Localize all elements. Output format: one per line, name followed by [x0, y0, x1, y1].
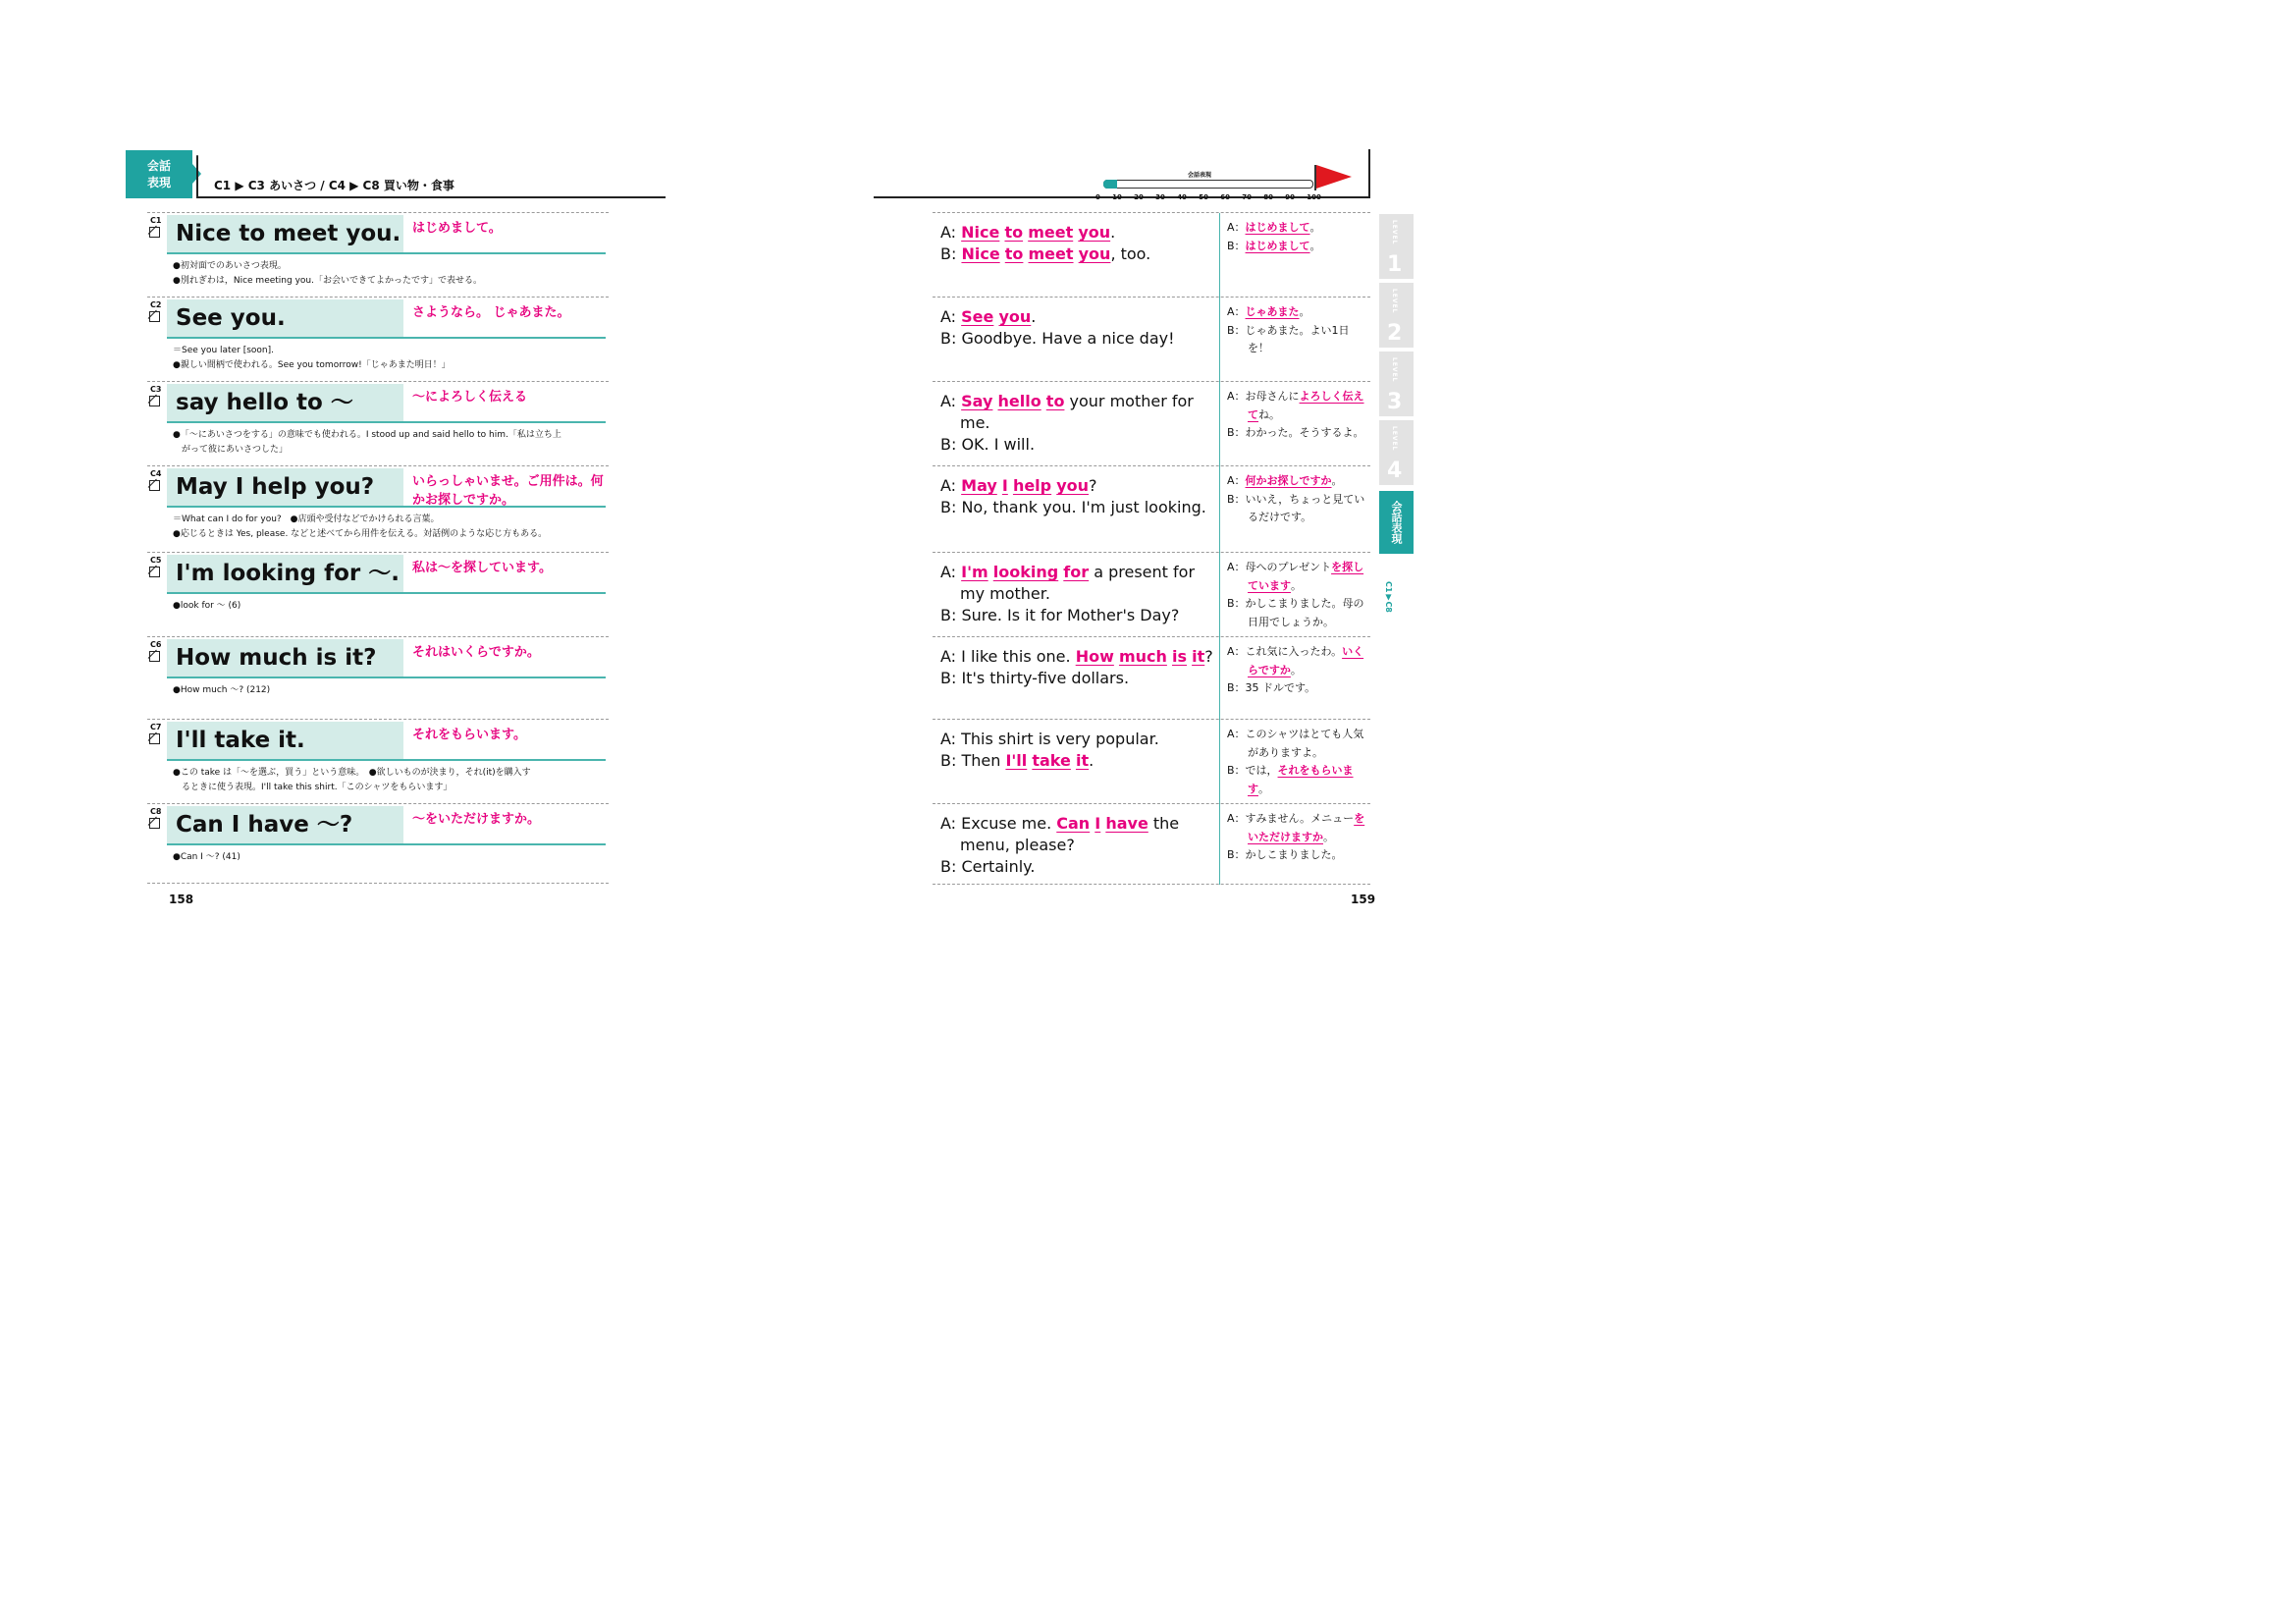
entry-english: How much is it? [167, 639, 403, 677]
header-bracket-left [196, 155, 198, 198]
entry-code: C7 [150, 723, 162, 731]
entry-note-line: ●look for ～ (6) [173, 601, 241, 611]
dialog-highlight: is [1171, 647, 1187, 666]
entry-code: C5 [150, 556, 162, 565]
dialog-row [933, 297, 1370, 380]
progress-track [1103, 180, 1313, 189]
dialog-text: A： [1227, 474, 1246, 487]
entry-notes [173, 513, 610, 542]
entry-notes [173, 259, 610, 289]
page-number-right: 159 [1351, 893, 1376, 906]
entry-note-line: ●「～にあいさつをする」の意味でも使われる。I stood up and said hello to him.「私は立ち上 [173, 430, 561, 440]
dialog-text: A：これ気に入ったわ。 [1227, 645, 1343, 658]
dialog-japanese [1227, 559, 1370, 631]
progress-tick-label: 60 [1220, 193, 1230, 201]
dialog-row [933, 636, 1370, 720]
entry-japanese: さようなら。 じゃあまた。 [412, 305, 570, 320]
progress-tick-label: 80 [1263, 193, 1273, 201]
dialog-highlight: help [1012, 476, 1052, 495]
entry-underline [167, 677, 606, 678]
dialog-text: B：では， [1227, 764, 1278, 777]
entry-notes [173, 683, 610, 698]
dialog-line [940, 668, 1217, 689]
progress-title: 会話表現 [1188, 172, 1212, 179]
entry-english: May I help you? [167, 468, 403, 506]
dialog-highlight: take [1032, 751, 1071, 770]
dialog-text: B：いいえ，ちょっと見ているだけです。 [1227, 492, 1365, 523]
dialog-row [933, 719, 1370, 802]
dialog-text: a present for my mother. [960, 563, 1196, 603]
dialog-line [1227, 388, 1370, 424]
dialog-text: B: Certainly. [940, 857, 1036, 876]
dialog-english [940, 222, 1217, 265]
dialog-line [1227, 846, 1370, 865]
dialog-highlight: Say [961, 392, 993, 410]
phrase-entry [147, 719, 609, 804]
progress-tick-label: 10 [1112, 193, 1122, 201]
dialog-highlight: you [1078, 223, 1111, 242]
dialog-text: 。 [1291, 578, 1302, 592]
progress-tick-label: 20 [1134, 193, 1144, 201]
dialog-text: A: [940, 223, 962, 242]
dialog-line [1227, 726, 1370, 762]
dialog-highlight: meet [1028, 244, 1074, 263]
entry-underline [167, 592, 606, 594]
dialog-line [940, 856, 1217, 878]
progress-tick-label: 50 [1199, 193, 1208, 201]
side-tab-label: LEVEL [1391, 426, 1398, 452]
entry-underline [167, 337, 606, 339]
column-divider [1219, 213, 1220, 885]
dialog-text: A：すみません。メニュー [1227, 812, 1355, 825]
progress-tick-label: 0 [1095, 193, 1100, 201]
progress-tick-label: 30 [1155, 193, 1165, 201]
dialog-row [933, 381, 1370, 464]
dialog-text: 。 [1299, 305, 1310, 318]
dialog-highlight: I'll [1005, 751, 1028, 770]
dialog-english [940, 646, 1217, 689]
dialog-line [1227, 559, 1370, 595]
dialog-text: A: [940, 392, 962, 410]
phrase-entry [147, 212, 609, 298]
entry-code: C2 [150, 300, 162, 309]
entry-english: Can I have ～? [167, 806, 403, 843]
dialog-text: B： [1227, 239, 1246, 252]
dialog-line [1227, 595, 1370, 631]
dialog-highlight: I [1095, 814, 1101, 833]
dialog-text: . [1031, 307, 1037, 326]
dialog-highlight: to [1004, 244, 1024, 263]
dialog-text: A：母へのプレゼント [1227, 561, 1332, 573]
dialog-text: A：このシャツはとても人気がありますよ。 [1227, 728, 1364, 759]
dialog-text: ? [1204, 647, 1213, 666]
dialog-line [1227, 491, 1370, 527]
side-tab-level[interactable] [1379, 283, 1414, 348]
side-tab-number: 3 [1387, 390, 1403, 414]
section-tag-line: 会話 [146, 158, 171, 173]
entry-japanese: いらっしゃいませ。ご用件は。何かお探しですか。 [412, 474, 604, 508]
dialog-text: A：お母さんに [1227, 390, 1300, 403]
dialog-highlight: you [998, 307, 1032, 326]
dialog-line [940, 475, 1217, 497]
dialog-row [933, 212, 1370, 296]
phrase-entry [147, 465, 609, 551]
dialog-text: B：35 ドルです。 [1227, 681, 1316, 694]
checkbox-icon[interactable] [149, 733, 160, 744]
side-tab-number: 2 [1387, 321, 1403, 346]
dialog-row [933, 803, 1370, 887]
entry-japanese: それはいくらですか。 [412, 645, 540, 660]
checkbox-icon[interactable] [149, 480, 160, 491]
dialog-text: A: [940, 307, 962, 326]
dialog-highlight: はじめまして [1245, 221, 1310, 234]
dialog-text: A: I like this one. [940, 647, 1076, 666]
dialog-line [1227, 679, 1370, 698]
phrase-entry [147, 552, 609, 637]
dialog-text: B: Sure. Is it for Mother's Day? [940, 606, 1180, 624]
dialog-english [940, 729, 1217, 772]
checkbox-icon[interactable] [149, 311, 160, 322]
dialog-line [940, 605, 1217, 626]
dialog-highlight: I'm [961, 563, 988, 581]
header-rule-left [196, 196, 666, 198]
entry-note-line: ●Can I ～? (41) [173, 852, 240, 862]
dialog-text: . [1089, 751, 1095, 770]
dialog-japanese [1227, 472, 1370, 527]
dialog-line [1227, 643, 1370, 679]
dialog-japanese [1227, 726, 1370, 798]
dialog-line [940, 306, 1217, 328]
dialog-highlight: to [1004, 223, 1024, 242]
phrase-entry [147, 381, 609, 466]
dialog-line [940, 222, 1217, 244]
entry-underline [167, 759, 606, 761]
dialog-highlight: May [961, 476, 997, 495]
dialog-line [940, 813, 1217, 856]
dialog-text: , too. [1110, 244, 1151, 263]
dialog-line [1227, 303, 1370, 322]
entry-notes [173, 344, 610, 373]
page-number-left: 158 [169, 893, 194, 906]
dialog-highlight: looking [992, 563, 1059, 581]
dialog-highlight: it [1192, 647, 1205, 666]
entry-note-line: ●親しい間柄で使われる。See you tomorrow!「じゃあまた明日！」 [173, 360, 451, 370]
dialog-highlight: meet [1028, 223, 1074, 242]
entry-code: C8 [150, 807, 162, 816]
goal-flag-icon [1316, 165, 1352, 189]
dialog-line [1227, 322, 1370, 358]
progress-ticks [1095, 193, 1321, 201]
entry-notes [173, 428, 610, 458]
entry-notes [173, 850, 610, 865]
entry-note-line: ●How much ～? (212) [173, 685, 271, 695]
side-tab-label: LEVEL [1391, 220, 1398, 245]
dialog-line [940, 750, 1217, 772]
phrase-entry [147, 803, 609, 889]
dialog-text: . [1110, 223, 1116, 242]
dialog-highlight: have [1105, 814, 1148, 833]
side-tab-active[interactable]: 会話表現 [1379, 491, 1414, 554]
dialog-text: 。 [1331, 474, 1343, 487]
entry-notes [173, 599, 610, 614]
side-tab-level[interactable] [1379, 352, 1414, 416]
dialog-text: B: OK. I will. [940, 435, 1036, 454]
dialog-highlight: you [1056, 476, 1090, 495]
bottom-rule-left [147, 883, 609, 884]
header-bracket-right [1368, 149, 1370, 198]
dialog-english [940, 391, 1217, 456]
dialog-text: 。 [1258, 782, 1269, 795]
entry-english: I'll take it. [167, 722, 403, 759]
dialog-text: B：わかった。そうするよ。 [1227, 426, 1364, 439]
dialog-highlight: for [1063, 563, 1090, 581]
dialog-row [933, 552, 1370, 635]
dialog-line [940, 729, 1217, 750]
checkbox-icon[interactable] [149, 651, 160, 662]
dialog-highlight: をいただけますか [1248, 812, 1365, 843]
side-range-label: C1▼C8 [1384, 581, 1393, 613]
dialog-english [940, 306, 1217, 350]
entry-japanese: ～によろしく伝える [412, 390, 528, 405]
entry-code: C4 [150, 469, 162, 478]
dialog-highlight: いくらですか [1248, 645, 1364, 677]
entry-japanese: ～をいただけますか。 [412, 812, 541, 827]
dialog-text: ね。 [1258, 407, 1280, 421]
phrase-entry [147, 636, 609, 722]
progress-tick-label: 90 [1285, 193, 1296, 201]
dialog-japanese [1227, 219, 1370, 255]
dialog-highlight: それをもらいます [1248, 764, 1354, 795]
dialog-line [940, 497, 1217, 518]
dialog-text: B: No, thank you. I'm just looking. [940, 498, 1206, 516]
entry-note-line: ●応じるときは Yes, please. などと述べてから用件を伝える。対話例のような応じ方もある。 [173, 529, 548, 539]
dialog-text: 。 [1309, 239, 1321, 252]
dialog-highlight: much [1118, 647, 1167, 666]
phrase-entry [147, 297, 609, 382]
dialog-text: your mother for me. [960, 392, 1194, 432]
side-tab-number: 4 [1387, 459, 1403, 483]
dialog-highlight: hello [997, 392, 1041, 410]
dialog-japanese [1227, 643, 1370, 698]
entry-note-line: ●初対面でのあいさつ表現。 [173, 261, 287, 271]
entry-english: See you. [167, 299, 403, 337]
dialog-highlight: よろしく伝えて [1248, 390, 1364, 421]
dialog-line [1227, 424, 1370, 443]
dialog-text: B: Then [940, 751, 1006, 770]
dialog-text: B：かしこまりました。 [1227, 848, 1343, 861]
side-tab-label: LEVEL [1391, 357, 1398, 383]
progress-fill [1103, 180, 1117, 189]
dialog-line [940, 391, 1217, 434]
entry-note-line: がって彼にあいさつした」 [173, 445, 289, 455]
breadcrumb: C1 ▶ C3 あいさつ / C4 ▶ C8 買い物・食事 [214, 179, 454, 192]
dialog-line [1227, 762, 1370, 798]
dialog-highlight: を探しています [1248, 561, 1364, 592]
checkbox-icon[interactable] [149, 396, 160, 406]
entry-underline [167, 421, 606, 423]
dialog-highlight: to [1045, 392, 1065, 410]
dialog-highlight: 何かお探しですか [1245, 474, 1332, 487]
dialog-row [933, 465, 1370, 549]
dialog-text: ? [1089, 476, 1097, 495]
section-tag [126, 150, 192, 198]
entry-note-line: るときに使う表現。I'll take this shirt.「このシャツをもらいます」 [173, 783, 453, 792]
dialog-highlight: See [961, 307, 994, 326]
checkbox-icon[interactable] [149, 818, 160, 829]
entry-notes [173, 766, 610, 795]
checkbox-icon[interactable] [149, 567, 160, 577]
dialog-highlight: じゃあまた [1245, 305, 1300, 318]
dialog-highlight: How [1075, 647, 1114, 666]
dialog-line [940, 646, 1217, 668]
dialog-text: 。 [1323, 830, 1334, 843]
dialog-text: A: This shirt is very popular. [940, 730, 1159, 748]
section-tag-line: 表現 [146, 175, 171, 189]
entry-code: C1 [150, 216, 162, 225]
entry-code: C3 [150, 385, 162, 394]
entry-code: C6 [150, 640, 162, 649]
dialog-english [940, 475, 1217, 518]
entry-english: Nice to meet you. [167, 215, 403, 252]
dialog-japanese [1227, 810, 1370, 865]
dialog-highlight: you [1078, 244, 1111, 263]
checkbox-icon[interactable] [149, 227, 160, 238]
dialog-text: B: Goodbye. Have a nice day! [940, 329, 1175, 348]
dialog-text: A: Excuse me. [940, 814, 1057, 833]
dialog-text: 。 [1290, 663, 1302, 677]
dialog-text: B：じゃあまた。よい1日を！ [1227, 323, 1350, 354]
dialog-highlight: I [1001, 476, 1008, 495]
side-tab-label: LEVEL [1391, 289, 1398, 314]
entry-note-line: ●この take は「～を選ぶ，買う」という意味。 ●欲しいものが決まり，それ(it)を購入す [173, 768, 531, 778]
side-tab-level[interactable] [1379, 214, 1414, 279]
entry-japanese: はじめまして。 [412, 221, 502, 236]
dialog-highlight: Nice [961, 223, 1000, 242]
side-tab-number: 1 [1387, 252, 1403, 277]
entry-japanese: 私は～を探しています。 [412, 561, 552, 575]
dialog-text: B: [940, 244, 962, 263]
entry-english: I'm looking for ～. [167, 555, 403, 592]
entry-note-line: ＝See you later [soon]. [173, 346, 274, 355]
entry-note-line: ＝What can I do for you? ●店頭や受付などでかけられる言葉。 [173, 514, 440, 524]
dialog-line [1227, 810, 1370, 846]
entry-note-line: ●別れぎわは，Nice meeting you.「お会いできてよかったです」で表せる。 [173, 276, 482, 286]
entry-japanese: それをもらいます。 [412, 728, 526, 742]
side-tab-level[interactable] [1379, 420, 1414, 485]
bottom-rule-right [933, 884, 1370, 885]
entry-english: say hello to ～ [167, 384, 403, 421]
dialog-text: the menu, please? [960, 814, 1180, 854]
progress-tick-label: 100 [1307, 193, 1321, 201]
dialog-text: A： [1227, 221, 1246, 234]
dialog-english [940, 562, 1217, 626]
dialog-line [940, 562, 1217, 605]
dialog-line [940, 434, 1217, 456]
dialog-english [940, 813, 1217, 878]
dialog-text: B: It's thirty-five dollars. [940, 669, 1130, 687]
dialog-text: A: [940, 563, 962, 581]
dialog-highlight: Can [1056, 814, 1091, 833]
progress-tick-label: 40 [1177, 193, 1187, 201]
dialog-highlight: Nice [961, 244, 1000, 263]
dialog-line [1227, 219, 1370, 238]
dialog-text: A： [1227, 305, 1246, 318]
dialog-line [1227, 238, 1370, 256]
dialog-japanese [1227, 303, 1370, 358]
entry-underline [167, 252, 606, 254]
progress-tick-label: 70 [1242, 193, 1252, 201]
entry-underline [167, 843, 606, 845]
dialog-japanese [1227, 388, 1370, 443]
dialog-text: B：かしこまりました。母の日用でしょうか。 [1227, 597, 1364, 628]
dialog-text: A: [940, 476, 962, 495]
dialog-line [940, 244, 1217, 265]
dialog-highlight: はじめまして [1245, 239, 1310, 252]
dialog-highlight: it [1075, 751, 1090, 770]
dialog-line [940, 328, 1217, 350]
dialog-text: 。 [1309, 221, 1321, 234]
dialog-line [1227, 472, 1370, 491]
